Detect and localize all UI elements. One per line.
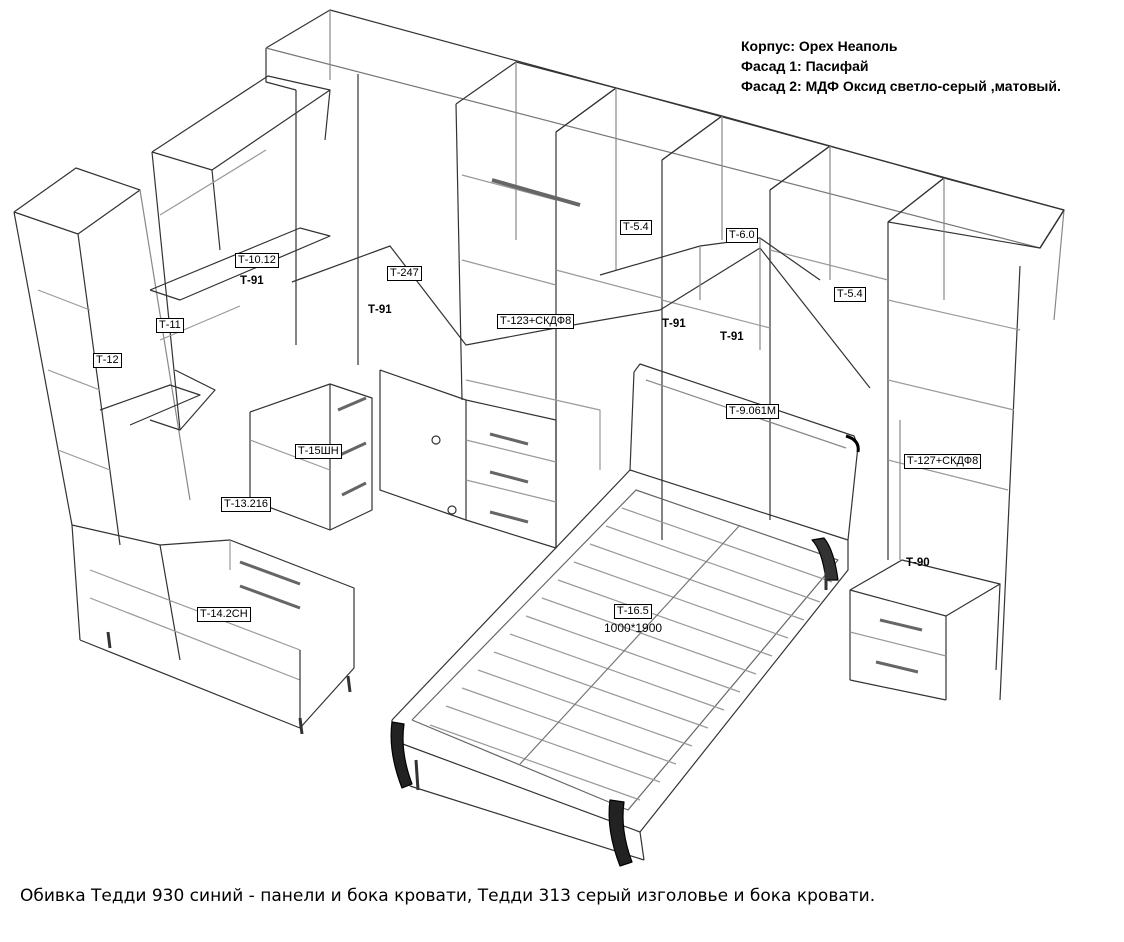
- label-t91-d: Т-91: [720, 331, 744, 343]
- label-bed-size: 1000*1900: [604, 621, 663, 635]
- label-t91-b: Т-91: [368, 304, 392, 316]
- label-t11: Т-11: [156, 318, 184, 333]
- label-t123-skdf8: Т-123+СКДФ8: [497, 314, 574, 329]
- label-t10-12: Т-10.12: [235, 253, 279, 268]
- upholstery-note: Обивка Тедди 930 синий - панели и бока кровати, Тедди 313 серый изголовье и бока кровати.: [20, 886, 876, 906]
- left-shelving: [14, 76, 330, 545]
- label-t90: Т-90: [906, 557, 930, 569]
- spec-korpus: Корпус: Орех Неаполь: [741, 38, 898, 54]
- label-t91-a: Т-91: [240, 275, 264, 287]
- label-t247: Т-247: [387, 266, 422, 281]
- spec-block: [741, 36, 1061, 96]
- desk-unit: [72, 525, 354, 734]
- label-t6-0: Т-6.0: [726, 228, 758, 243]
- label-t9-061m: Т-9.061М: [726, 404, 779, 419]
- label-t13-216: Т-13.216: [221, 497, 271, 512]
- label-t127-skdf8: Т-127+СКДФ8: [904, 454, 981, 469]
- label-t16-5: Т-16.5: [614, 604, 652, 619]
- spec-fasad-1: Фасад 1: Пасифай: [741, 58, 869, 74]
- label-t12: Т-12: [93, 353, 122, 368]
- label-t5-4-b: Т-5.4: [834, 287, 866, 302]
- label-t15shn: Т-15ШН: [295, 444, 342, 459]
- label-t14-2sn: Т-14.2СН: [197, 607, 251, 622]
- label-t91-c: Т-91: [662, 318, 686, 330]
- middle-pedestal: [250, 370, 466, 530]
- label-t5-4-a: Т-5.4: [620, 220, 652, 235]
- wardrobe-row: [266, 10, 1064, 700]
- spec-fasad-2: Фасад 2: МДФ Оксид светло-серый ,матовый.: [741, 78, 1061, 94]
